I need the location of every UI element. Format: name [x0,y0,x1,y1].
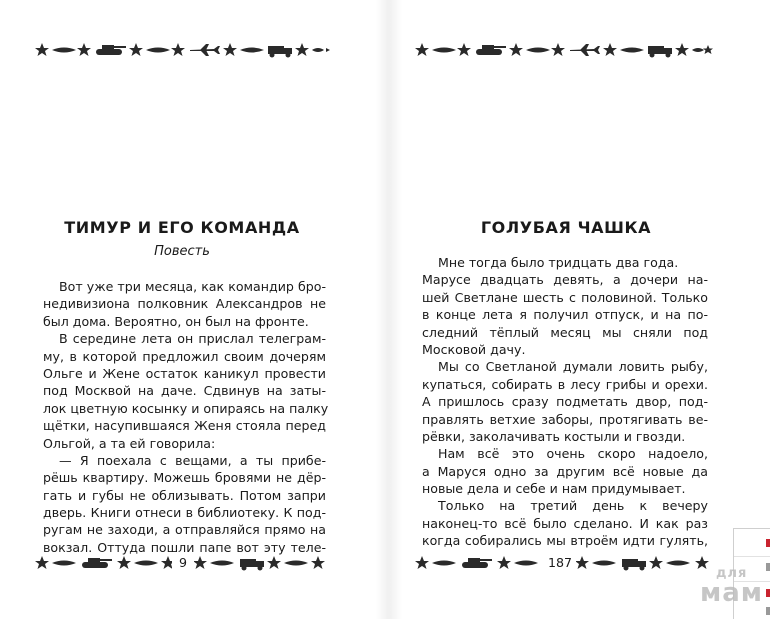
star-icon [415,43,429,56]
text-line: в конце лета я получил отпуск, и на по- [422,307,708,323]
star-icon [311,556,325,569]
text-line: Вот уже три месяца, как командир бро- [59,279,326,294]
text-line: наконец-то всё было сделано. И как раз [422,515,708,531]
text-line: был дома. Вероятно, он был на фронте. [43,313,309,329]
text-line: рёвки, заколачивать костыли и гвозди. [422,428,686,444]
truck-icon [648,46,664,54]
text-line: В середине лета он прислал телеграм- [59,331,326,347]
story-body-right [422,254,708,550]
star-icon [649,556,663,569]
star-icon [77,43,91,56]
text-line: вокзал. Оттуда пошли папе вот эту теле- [43,539,326,555]
star-icon [35,556,49,569]
text-line: рёшь квартиру. Можешь бровями не дёр- [43,470,326,486]
text-line: под Москвой на даче. Сдвинув на заты- [43,383,326,399]
star-icon [509,43,523,56]
top-ornament-right [414,42,714,58]
text-line: шей Светлане шесть с половиной. Только [422,289,708,305]
star-icon [193,556,207,569]
text-line: гать и губы не облизывать. Потом запри [43,487,326,503]
top-ornament-left [34,42,330,58]
text-line: ругам не заходи, а отправляйся прямо на [43,522,326,538]
text-line: му, в которой предложил своим дочерям [43,348,326,364]
page-number: 187 [544,555,576,571]
text-line: дверь. Книги отнеси в библиотеку. К под- [43,505,326,521]
text-line: Только на третий день к вечеру [438,498,708,514]
watermark-big: мам [700,578,764,608]
truck-icon [240,559,256,567]
star-icon [603,43,617,56]
text-line: — Я поехала с вещами, а ты прибе- [59,452,326,468]
star-icon [575,556,589,569]
star-icon [129,43,143,56]
text-line: Марусе двадцать девять, а дочери на- [422,272,708,288]
text-line: А пришлось сразу подметать двор, под- [422,394,708,410]
star-icon [415,556,429,569]
footer-ornament-left [34,555,330,571]
text-line: Нам всё это очень скоро надоело, [438,446,708,462]
widget-marker [766,539,770,547]
text-line: Ольгой, а та ей говорила: [43,435,216,451]
star-icon [703,45,713,54]
story-title: ТИМУР И ЕГО КОМАНДА [64,218,300,237]
story-body-left [43,278,329,556]
widget-divider [734,556,770,557]
truck-icon [268,46,284,54]
right-page [398,0,728,619]
widget-marker [766,563,770,571]
star-icon [457,43,471,56]
text-line: когда собирались мы втроём идти гулять, [422,533,708,549]
text-line: Московой дачу. [422,341,526,357]
widget-marker [766,589,770,597]
site-watermark [694,566,764,612]
text-line: Ольге и Жене остаток каникул провести [43,365,326,381]
widget-marker [766,607,770,615]
star-icon [497,556,511,569]
left-page [0,0,378,619]
page-number: 9 [172,555,194,571]
star-icon [551,43,565,56]
star-icon [295,43,309,56]
text-line: лок цветную косынку и опираясь на палку [43,400,329,416]
plane-icon [570,44,600,56]
star-icon [117,556,131,569]
star-icon [223,43,237,56]
story-title: ГОЛУБАЯ ЧАШКА [480,218,652,237]
text-line: щётки, насупившаяся Женя стояла перед [43,418,326,434]
plane-icon [190,44,220,56]
star-icon [267,556,281,569]
ornament-border-icon [34,42,330,58]
text-line: а Маруся одно за другим всё новые да [422,463,708,479]
star-icon [675,43,689,56]
star-icon [35,43,49,56]
text-line: правлять ветхие заборы, протягивать ве- [422,411,708,427]
text-line: купаться, собирать в лесу грибы и орехи. [422,376,708,392]
text-line: недивизиона полковник Александров не [43,296,326,312]
ornament-border-icon [414,42,714,58]
text-line: Мы со Светланой думали ловить рыбу, [438,359,708,375]
watermark-small: для [716,566,748,581]
text-line: Мне тогда было тридцать два года. [438,255,679,270]
truck-icon [622,559,638,567]
star-icon [171,43,185,56]
footer-ornament-right [414,555,714,571]
story-subtitle: Повесть [154,244,210,259]
text-line: следний тёплый месяц мы сняли под [422,324,708,340]
text-line: новые дела и себе и нам придумывает. [422,481,686,497]
